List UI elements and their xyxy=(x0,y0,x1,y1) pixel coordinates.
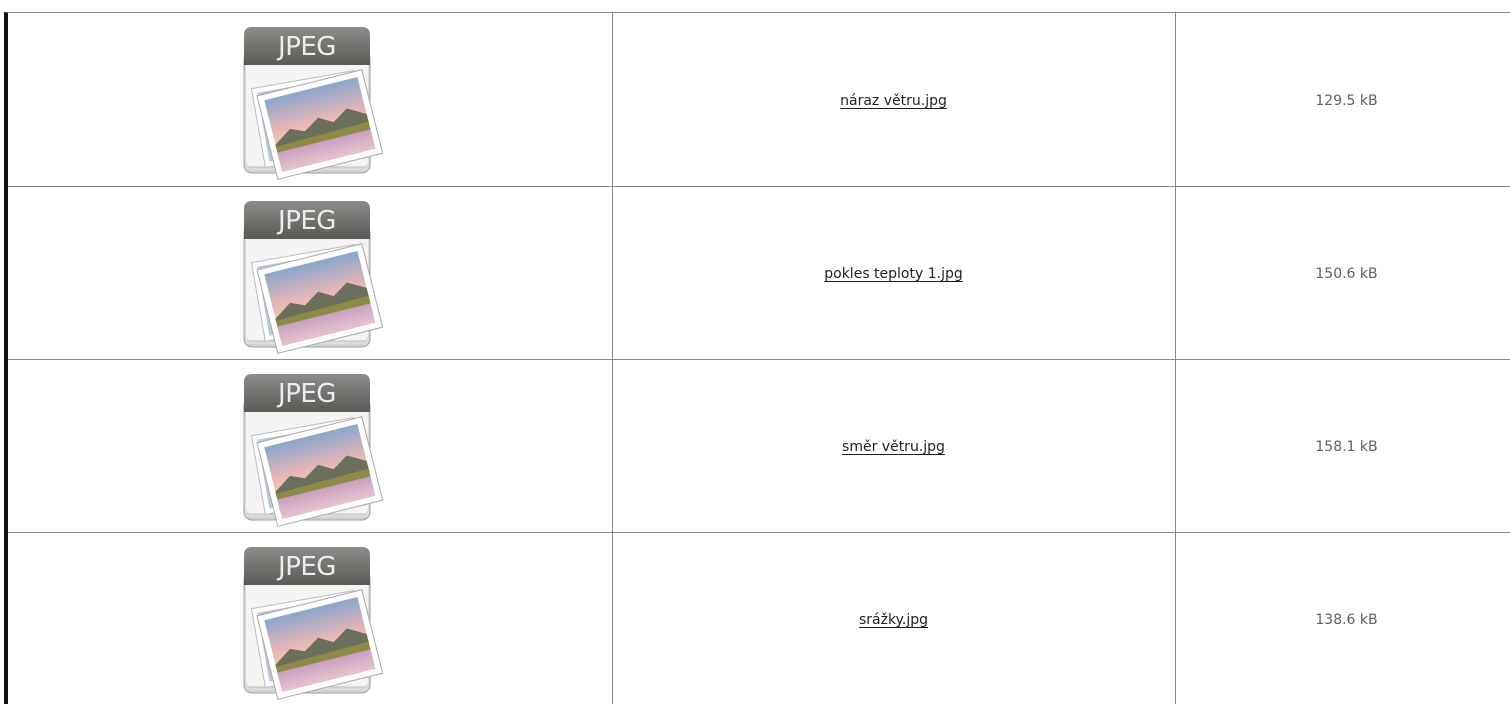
jpeg-file-icon[interactable] xyxy=(230,541,390,701)
jpeg-file-icon[interactable] xyxy=(230,368,390,528)
file-row xyxy=(8,186,1510,359)
file-size-value: 138.6 kB xyxy=(1315,612,1378,628)
file-table xyxy=(8,13,1510,704)
file-row xyxy=(8,13,1510,186)
file-size-cell xyxy=(1175,532,1510,704)
file-size-cell xyxy=(1175,186,1510,359)
file-name-link[interactable]: směr větru.jpg xyxy=(842,439,945,455)
file-row xyxy=(8,359,1510,532)
file-icon-cell xyxy=(8,532,612,704)
svg-text:JPEG: JPEG xyxy=(277,32,336,63)
jpeg-file-icon[interactable] xyxy=(230,195,390,355)
file-name-cell xyxy=(612,186,1175,359)
file-size-value: 158.1 kB xyxy=(1315,439,1378,455)
file-icon-cell xyxy=(8,186,612,359)
file-size-cell xyxy=(1175,13,1510,186)
file-size-value: 129.5 kB xyxy=(1315,92,1378,109)
jpeg-file-icon[interactable] xyxy=(230,21,390,181)
svg-text:JPEG: JPEG xyxy=(277,378,336,409)
svg-text:JPEG: JPEG xyxy=(277,551,336,582)
file-size-cell xyxy=(1175,359,1510,532)
file-name-link[interactable]: náraz větru.jpg xyxy=(840,92,947,109)
file-icon-cell xyxy=(8,359,612,532)
file-row xyxy=(8,532,1510,704)
file-name-cell xyxy=(612,359,1175,532)
file-name-cell xyxy=(612,532,1175,704)
clipped-page-heading xyxy=(0,0,1510,12)
file-table-container xyxy=(4,12,1510,704)
file-name-cell xyxy=(612,13,1175,186)
file-icon-cell xyxy=(8,13,612,186)
file-name-link[interactable]: pokles teploty 1.jpg xyxy=(824,266,963,282)
file-size-value: 150.6 kB xyxy=(1315,266,1378,282)
svg-text:JPEG: JPEG xyxy=(277,205,336,236)
file-name-link[interactable]: srážky.jpg xyxy=(859,612,928,628)
